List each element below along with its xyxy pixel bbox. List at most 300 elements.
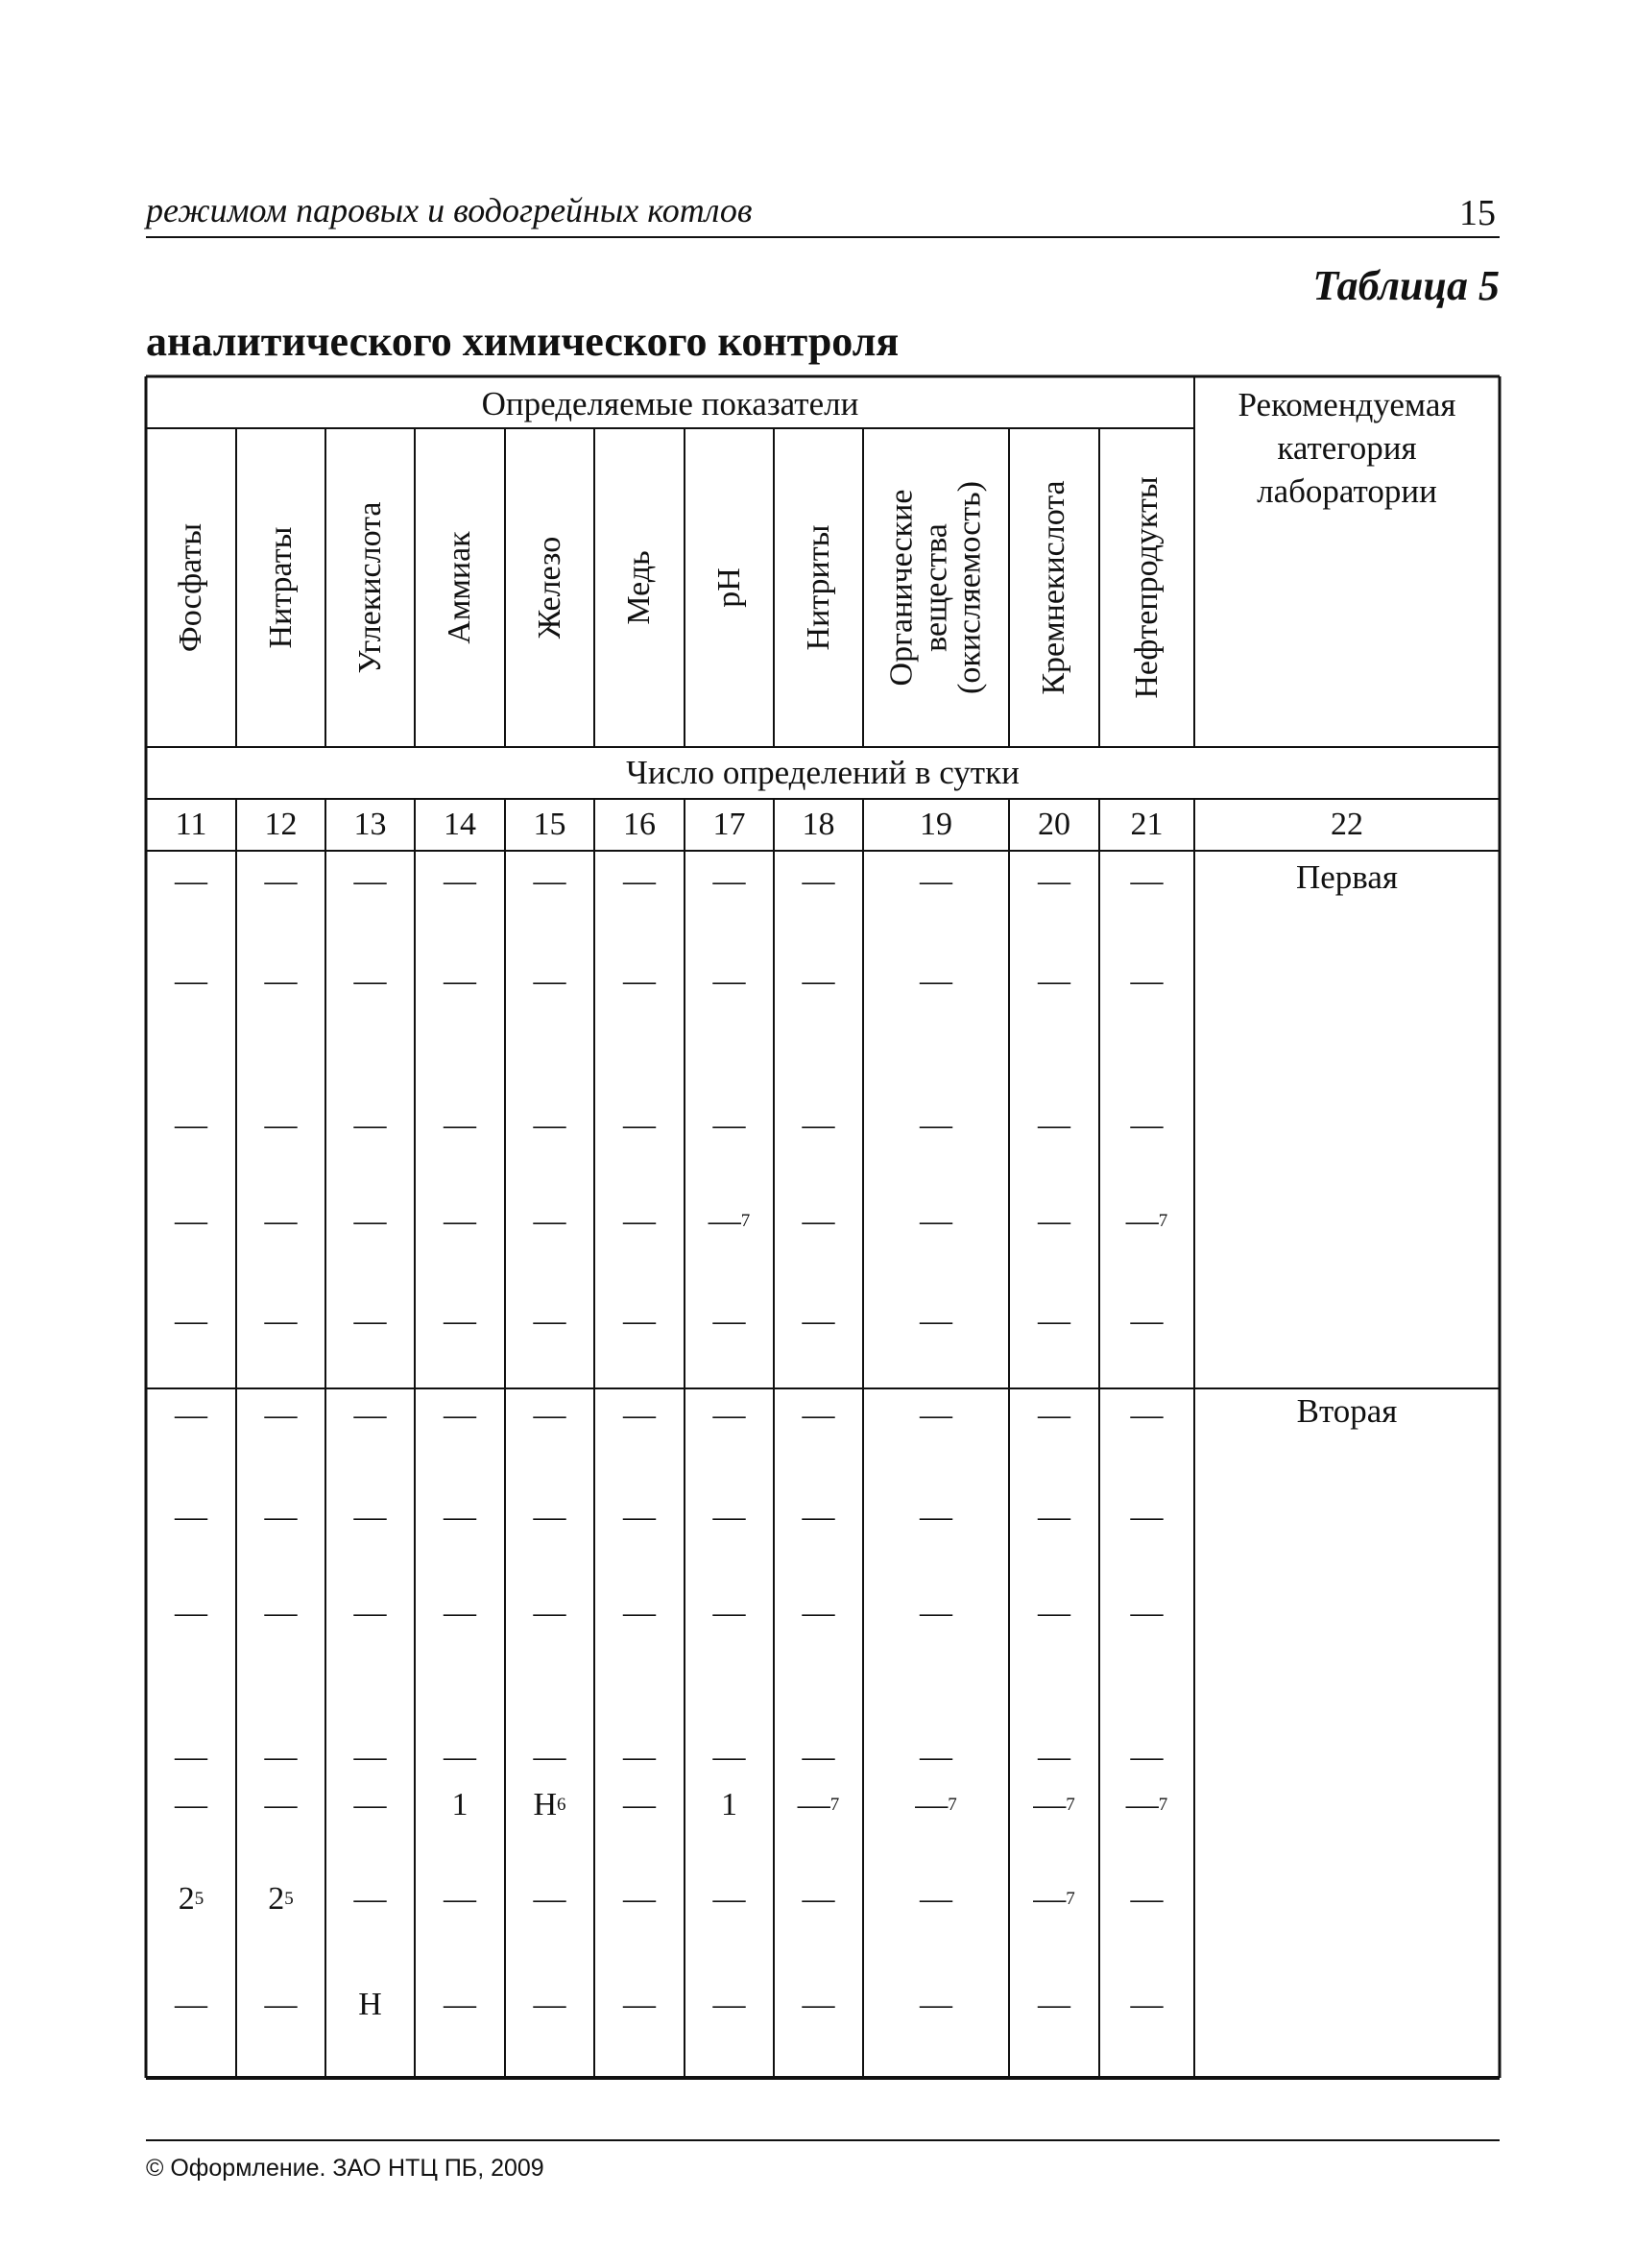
column-header — [146, 428, 236, 747]
frequency-header: Число определений в сутки — [626, 754, 1020, 791]
table-cell — [236, 1590, 325, 1636]
cell-value: — — [175, 1303, 207, 1339]
table-cell — [236, 1102, 325, 1148]
cell-value: — — [264, 963, 298, 999]
table-cell — [774, 1734, 863, 1780]
cell-value: — — [920, 1499, 952, 1534]
cell-value: — — [1038, 1303, 1070, 1339]
column-header — [1099, 428, 1194, 747]
column-header-label: Аммиак — [442, 531, 478, 644]
cell-value: — — [353, 1787, 387, 1822]
cell-value: — — [444, 1203, 476, 1239]
table-cell — [146, 1982, 236, 2028]
cell-value: — — [712, 1107, 746, 1143]
table-cell — [1009, 1982, 1099, 2028]
table-cell — [236, 1198, 325, 1244]
cell-value: — — [264, 1107, 298, 1143]
column-header-label: Нитриты — [800, 524, 836, 651]
table-cell — [594, 1198, 685, 1244]
category-header: Рекомендуемая категория лаборатории — [1238, 386, 1456, 510]
cell-value: — — [533, 1203, 566, 1239]
table-cell — [415, 1876, 505, 1922]
table-cell — [1099, 958, 1194, 1004]
cell-value: — — [802, 863, 835, 899]
cell-value: — — [1130, 1303, 1164, 1339]
cell-value: Н — [358, 1987, 382, 2022]
table-cell — [505, 858, 594, 905]
cell-value: — — [444, 1107, 476, 1143]
cell-value: — — [1130, 1739, 1164, 1774]
cell-value: — — [623, 1987, 656, 2022]
cell-value: — — [533, 1739, 566, 1774]
table-cell — [325, 858, 415, 905]
table-cell — [685, 1102, 774, 1148]
cell-value: — — [920, 963, 952, 999]
table-cell — [1099, 1876, 1194, 1922]
table-cell — [1009, 1298, 1099, 1344]
table-cell — [685, 1734, 774, 1780]
table-cell — [1099, 1590, 1194, 1636]
column-header — [774, 428, 863, 747]
table-cell — [146, 1782, 236, 1828]
cell-value: — — [264, 1397, 298, 1433]
table-cell — [863, 1494, 1009, 1540]
cell-value: — — [175, 1203, 207, 1239]
column-header — [594, 428, 685, 747]
table-label: Таблица 5 — [1312, 262, 1500, 309]
category-cell: Первая — [1295, 858, 1398, 896]
column-number: 16 — [623, 807, 656, 842]
table-cell — [1009, 1198, 1099, 1244]
cell-value: — — [802, 1397, 835, 1433]
table-cell — [594, 1734, 685, 1780]
table-cell — [146, 1494, 236, 1540]
table-cell — [325, 1876, 415, 1922]
category-cell: Вторая — [1296, 1392, 1398, 1430]
table-cell — [415, 1198, 505, 1244]
table-cell — [594, 1392, 685, 1438]
table-cell — [236, 958, 325, 1004]
table-cell — [236, 1494, 325, 1540]
cell-value: — — [1130, 1881, 1164, 1917]
cell-value: — — [712, 863, 746, 899]
cell-value: 2 — [268, 1881, 285, 1917]
cell-value: Н — [533, 1787, 558, 1822]
cell-value: — — [353, 1881, 387, 1917]
table-cell — [685, 1590, 774, 1636]
cell-value: — — [353, 1107, 387, 1143]
cell-value: — — [712, 1303, 746, 1339]
table-cell — [863, 1590, 1009, 1636]
cell-value: — — [444, 863, 476, 899]
cell-value: — — [264, 1595, 298, 1630]
cell-value: — — [1038, 1595, 1070, 1630]
table-cell — [1009, 958, 1099, 1004]
cell-value: — — [623, 963, 656, 999]
cell-value: — — [175, 1107, 207, 1143]
cell-value: — — [623, 1787, 656, 1822]
cell-value: — — [802, 1499, 835, 1534]
table-cell — [325, 1392, 415, 1438]
cell-value: 1 — [721, 1787, 737, 1822]
table-cell: — 7 — [1125, 1203, 1168, 1239]
column-header-label: Органические вещества (окисляемость) — [883, 481, 988, 694]
table-cell — [325, 1590, 415, 1636]
table-cell — [594, 858, 685, 905]
table-cell — [146, 958, 236, 1004]
cell-value: — — [444, 1881, 476, 1917]
column-header-label: Фосфаты — [173, 522, 209, 653]
cell-value: — — [712, 1987, 746, 2022]
cell-value: — — [1038, 1987, 1070, 2022]
column-number: 12 — [264, 807, 298, 842]
cell-value: — — [533, 1107, 566, 1143]
cell-value: — — [920, 1987, 952, 2022]
table-cell — [146, 1102, 236, 1148]
cell-value: — — [444, 1499, 476, 1534]
table-cell — [774, 1494, 863, 1540]
table-cell — [325, 1298, 415, 1344]
table-title: аналитического химического контроля — [146, 318, 900, 365]
table-cell — [1099, 1392, 1194, 1438]
cell-value: — — [444, 963, 476, 999]
table-cell — [774, 1392, 863, 1438]
table-cell — [325, 1982, 415, 2028]
cell-value: — — [533, 1303, 566, 1339]
cell-value: — — [444, 1595, 476, 1630]
table-cell — [685, 1298, 774, 1344]
table-cell — [685, 958, 774, 1004]
cell-value: — — [712, 1397, 746, 1433]
column-header — [415, 428, 505, 747]
cell-value: — — [1038, 963, 1070, 999]
table-cell — [863, 1982, 1009, 2028]
table-cell: Н 6 — [533, 1787, 566, 1822]
table-cell — [863, 958, 1009, 1004]
table-cell: — 7 — [1125, 1787, 1168, 1822]
cell-value: — — [802, 1595, 835, 1630]
cell-value: — — [802, 1739, 835, 1774]
column-header-label: Кремнекислота — [1036, 480, 1072, 695]
cell-value: — — [623, 1595, 656, 1630]
column-number: 11 — [175, 807, 207, 842]
cell-value: — — [353, 1595, 387, 1630]
table-cell — [1099, 1494, 1194, 1540]
table-cell — [325, 1494, 415, 1540]
cell-value: — — [802, 1881, 835, 1917]
cell-value: — — [264, 1303, 298, 1339]
cell-value: — — [623, 1107, 656, 1143]
table-cell — [594, 1298, 685, 1344]
table-cell — [325, 1198, 415, 1244]
cell-value: — — [264, 1739, 298, 1774]
cell-value: — — [175, 1787, 207, 1822]
cell-value: — — [175, 963, 207, 999]
cell-value: — — [623, 1499, 656, 1534]
cell-value: — — [623, 1881, 656, 1917]
column-header-label: Железо — [531, 536, 567, 639]
column-header-label: pH — [710, 567, 747, 608]
table-cell — [774, 1590, 863, 1636]
column-header-label: Нефтепродукты — [1128, 476, 1165, 699]
table-cell — [1009, 1494, 1099, 1540]
table-cell — [774, 1982, 863, 2028]
table-cell — [774, 1298, 863, 1344]
table-cell — [863, 1102, 1009, 1148]
cell-value: — — [175, 1987, 207, 2022]
cell-value: — — [712, 1499, 746, 1534]
cell-value: — — [623, 1397, 656, 1433]
table-cell — [1009, 1102, 1099, 1148]
cell-value: — — [802, 1203, 835, 1239]
cell-value: — — [920, 1595, 952, 1630]
cell-value: — — [920, 1303, 952, 1339]
table-cell — [685, 1392, 774, 1438]
table-cell — [415, 1494, 505, 1540]
cell-value: — — [1130, 1595, 1164, 1630]
table-cell — [505, 1876, 594, 1922]
table-cell — [594, 958, 685, 1004]
table-cell — [236, 1782, 325, 1828]
column-number: 19 — [920, 807, 952, 842]
table-cell — [774, 958, 863, 1004]
table-cell — [236, 1982, 325, 2028]
cell-value: — — [1130, 1397, 1164, 1433]
table-cell — [146, 1590, 236, 1636]
table-cell — [505, 958, 594, 1004]
cell-value: — — [533, 963, 566, 999]
cell-value: — — [1130, 1107, 1164, 1143]
cell-value: — — [533, 1595, 566, 1630]
column-number: 14 — [444, 807, 476, 842]
table-cell — [1099, 1734, 1194, 1780]
cell-value: — — [1038, 1107, 1070, 1143]
footer-copyright: © Оформление. ЗАО НТЦ ПБ, 2009 — [146, 2155, 544, 2182]
cell-value: — — [1130, 963, 1164, 999]
table-cell — [1009, 1590, 1099, 1636]
table-cell — [863, 858, 1009, 905]
cell-value: — — [353, 863, 387, 899]
table-cell — [685, 1876, 774, 1922]
column-number: 21 — [1130, 807, 1164, 842]
cell-value: — — [264, 1203, 298, 1239]
table-cell — [415, 1734, 505, 1780]
column-header — [685, 428, 774, 747]
table-cell — [1099, 1982, 1194, 2028]
table-cell — [325, 1782, 415, 1828]
table-cell — [146, 1198, 236, 1244]
cell-value: — — [1130, 863, 1164, 899]
table-cell — [685, 1982, 774, 2028]
table-cell — [1009, 1392, 1099, 1438]
cell-value: — — [444, 1397, 476, 1433]
table-cell — [505, 1102, 594, 1148]
column-header — [1009, 428, 1099, 747]
table-cell — [415, 1782, 505, 1828]
table-cell: — 7 — [708, 1203, 751, 1239]
cell-value: — — [712, 1739, 746, 1774]
table-cell — [594, 1102, 685, 1148]
table-cell — [1099, 858, 1194, 905]
cell-value: 1 — [451, 1787, 469, 1822]
cell-value: — — [623, 1303, 656, 1339]
table-cell — [594, 1982, 685, 2028]
table-cell — [505, 1734, 594, 1780]
cell-value: — — [353, 1499, 387, 1534]
column-header — [236, 428, 325, 747]
column-number: 18 — [802, 807, 835, 842]
table-cell — [863, 1734, 1009, 1780]
cell-value: — — [1038, 1203, 1070, 1239]
table-cell — [685, 858, 774, 905]
cell-value: — — [175, 1397, 207, 1433]
table-cell — [415, 1982, 505, 2028]
table-cell — [236, 858, 325, 905]
cell-value: — — [1038, 1499, 1070, 1534]
table-cell — [685, 1782, 774, 1828]
table-cell: — 7 — [1033, 1881, 1075, 1917]
table-cell — [415, 1102, 505, 1148]
column-header — [325, 428, 415, 747]
cell-value: — — [264, 1787, 298, 1822]
table-cell: 2 5 — [178, 1881, 204, 1917]
table-cell — [1009, 858, 1099, 905]
cell-value: — — [802, 1107, 835, 1143]
table-cell — [594, 1590, 685, 1636]
cell-value: — — [712, 1881, 746, 1917]
table-cell — [863, 1876, 1009, 1922]
table-cell: — 7 — [915, 1787, 957, 1822]
cell-value: — — [175, 1499, 207, 1534]
footer-rule — [146, 2139, 1500, 2141]
running-title: режимом паровых и водогрейных котлов — [146, 191, 753, 229]
column-header-label: Нитраты — [262, 526, 299, 649]
cell-value: — — [1130, 1987, 1164, 2022]
column-header-label: Углекислота — [351, 501, 388, 674]
table-cell — [415, 1298, 505, 1344]
table-cell — [146, 1392, 236, 1438]
page-number: 15 — [1459, 193, 1496, 233]
column-number: 15 — [533, 807, 566, 842]
table-cell — [236, 1734, 325, 1780]
cell-value: — — [264, 863, 298, 899]
table-cell — [1099, 1102, 1194, 1148]
column-number: 22 — [1331, 807, 1363, 842]
table-cell: — 7 — [797, 1787, 840, 1822]
cell-value: — — [1125, 1203, 1159, 1239]
table-cell — [325, 1102, 415, 1148]
cell-value: — — [802, 963, 835, 999]
table-cell — [236, 1392, 325, 1438]
cell-value: — — [264, 1987, 298, 2022]
table-cell — [863, 1198, 1009, 1244]
table-cell — [236, 1298, 325, 1344]
cell-value: — — [712, 1595, 746, 1630]
table-cell — [594, 1494, 685, 1540]
column-header — [505, 428, 594, 747]
table-cell — [146, 1734, 236, 1780]
table-cell — [1099, 1298, 1194, 1344]
cell-value: — — [353, 1303, 387, 1339]
cell-value: — — [1125, 1787, 1159, 1822]
table-cell — [863, 1392, 1009, 1438]
cell-value: — — [533, 863, 566, 899]
cell-value: — — [797, 1787, 830, 1822]
table-cell — [863, 1298, 1009, 1344]
cell-value: — — [444, 1739, 476, 1774]
table-cell — [594, 1876, 685, 1922]
table-cell — [146, 858, 236, 905]
cell-value: — — [1033, 1881, 1067, 1917]
cell-value: — — [1038, 1397, 1070, 1433]
table-cell — [505, 1298, 594, 1344]
cell-value: — — [533, 1499, 566, 1534]
cell-value: — — [1038, 863, 1070, 899]
cell-value: — — [533, 1987, 566, 2022]
cell-value: — — [264, 1499, 298, 1534]
table-cell — [1009, 1734, 1099, 1780]
table-cell: — 7 — [1033, 1787, 1075, 1822]
table-cell — [415, 958, 505, 1004]
table-cell — [325, 1734, 415, 1780]
cell-value: — — [353, 1739, 387, 1774]
cell-value: — — [920, 1397, 952, 1433]
cell-value: — — [175, 863, 207, 899]
cell-value: — — [444, 1987, 476, 2022]
cell-value: — — [175, 1739, 207, 1774]
cell-value: — — [353, 1397, 387, 1433]
cell-value: — — [623, 1739, 656, 1774]
cell-value: — — [175, 1595, 207, 1630]
table-cell — [505, 1392, 594, 1438]
table-cell — [505, 1982, 594, 2028]
cell-value: — — [920, 1203, 952, 1239]
table-cell — [505, 1198, 594, 1244]
cell-value: — — [915, 1787, 949, 1822]
table-cell — [594, 1782, 685, 1828]
table-cell — [325, 958, 415, 1004]
cell-value: — — [623, 863, 656, 899]
cell-value: — — [920, 1739, 952, 1774]
column-number: 17 — [712, 807, 746, 842]
table-cell: 2 5 — [268, 1881, 294, 1917]
table-cell — [774, 1102, 863, 1148]
column-number: 20 — [1038, 807, 1070, 842]
cell-value: — — [623, 1203, 656, 1239]
table-cell — [774, 858, 863, 905]
table-cell — [774, 1198, 863, 1244]
cell-value: — — [533, 1881, 566, 1917]
column-header — [863, 428, 1009, 747]
column-header-label: Медь — [621, 550, 658, 625]
cell-value: — — [802, 1987, 835, 2022]
cell-value: — — [1038, 1739, 1070, 1774]
table-cell — [415, 1392, 505, 1438]
cell-value: — — [1130, 1499, 1164, 1534]
cell-value: — — [920, 1881, 952, 1917]
cell-value: — — [920, 1107, 952, 1143]
cell-value: — — [920, 863, 952, 899]
group-header: Определяемые показатели — [481, 385, 859, 422]
cell-value: — — [444, 1303, 476, 1339]
table-cell — [505, 1494, 594, 1540]
table-cell — [146, 1298, 236, 1344]
cell-value: — — [708, 1203, 741, 1239]
column-number: 13 — [353, 807, 387, 842]
cell-value: 2 — [178, 1881, 195, 1917]
table-cell — [505, 1590, 594, 1636]
table-cell — [774, 1876, 863, 1922]
